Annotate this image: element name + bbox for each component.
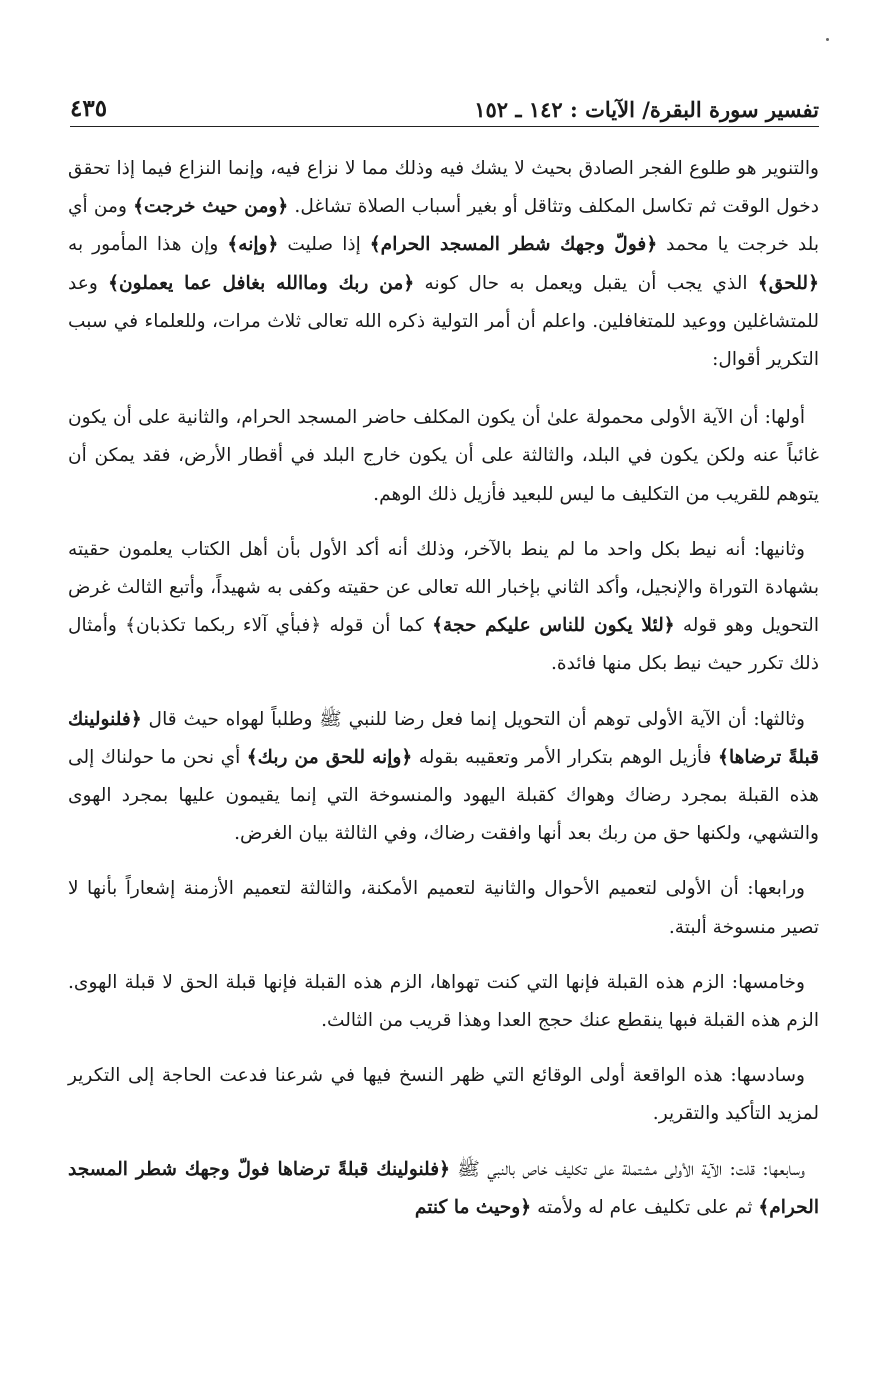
paragraph-sixth-reason <box>68 1057 819 1133</box>
quran-quote: ﴿من ربك وماالله بغافل عما يعملون﴾ <box>108 272 415 294</box>
page-number: ٤٣٥ <box>70 95 108 122</box>
quran-quote: ﴿فولّ وجهك شطر المسجد الحرام﴾ <box>369 234 658 256</box>
text-run: وعد للمتشاغلين ووعيد للمتغافلين. واعلم أن أمر التولية ذكره الله تعالى ثلاث مرات، وللعلماء في سبب التكرير أقوال: <box>68 272 819 371</box>
text-run: إذا صليت <box>278 234 370 256</box>
text-run: ﴿فبأي آلاء ربكما تكذبان﴾ <box>125 615 322 637</box>
speck-mark <box>826 38 829 41</box>
text-run: وإن هذا المأمور به <box>68 234 228 256</box>
text-run: أي نحن ما حولناك إلى هذه القبلة بمجرد رضاك وهواك كقبلة اليهود والمنسوخة التي إنما يقيمون عليها بمجرد الهوى والتشهي، ولكنها حق من ربك بعد أنها وافقت رضاك، وفي الثالثة بيان الغرض. <box>68 746 819 845</box>
quran-quote: ﴿وإنه﴾ <box>227 234 279 256</box>
text-run: كما أن قوله <box>321 615 433 637</box>
quran-quote: ﴿وإنه للحق من ربك﴾ <box>246 746 413 768</box>
text-run: الذي يجب أن يقبل ويعمل به حال كونه <box>414 272 758 294</box>
text-run: وخامسها: الزم هذه القبلة فإنها التي كنت تهواها، الزم هذه القبلة فإنها قبلة الحق لا قبلة الهوى. الزم هذه القبلة فبها ينقطع عنك حجج العدا وهذا قريب من الثالث. <box>68 971 819 1032</box>
text-run: أولها: أن الآية الأولى محمولة علىٰ أن يكون المكلف حاضر المسجد الحرام، والثانية على أن يكون غائباً عنه ولكن يكون في البلد، والثالثة على أن يكون خارج البلد في أقطار الأرض، فقد يمكن أن يتوهم للقريب من التكليف ما ليس للبعيد فأزيل ذلك الوهم. <box>68 407 819 505</box>
paragraph-fourth-reason <box>68 870 819 946</box>
quran-quote: ﴿للحق﴾ <box>757 272 819 294</box>
text-run: ثم على تكليف عام له ولأمته <box>531 1196 759 1218</box>
paragraph-first-reason <box>68 399 819 514</box>
text-run: وثالثها: أن الآية الأولى توهم أن التحويل إنما فعل رضا للنبي ﷺ وطلباً لهواه حيث قال <box>141 708 805 730</box>
paragraph-seventh-reason <box>68 1151 819 1227</box>
text-run: وأمثال ذلك تكرر حيث نيط بكل منها فائدة. <box>68 615 819 675</box>
page-body <box>68 150 819 1244</box>
quran-quote: ﴿لئلا يكون للناس عليكم حجة﴾ <box>432 615 675 637</box>
text-run: ورابعها: أن الأولى لتعميم الأحوال والثانية لتعميم الأمكنة، والثالثة لتعميم الأزمنة إشعاراً بأنها لا تصير منسوخة ألبتة. <box>68 878 819 938</box>
quran-quote: ﴿فلنولينك قبلةً ترضاها فولّ وجهك شطر المسجد الحرام﴾ <box>68 1158 819 1218</box>
paragraph-fifth-reason <box>68 964 819 1040</box>
text-run: وسادسها: هذه الواقعة أولى الوقائع التي ظهر النسخ فيها في شرعنا فدعت الحاجة إلى التكرير لمزيد التأكيد والتقرير. <box>68 1065 819 1125</box>
text-run: والتنوير هو طلوع الفجر الصادق بحيث لا يشك فيه وذلك مما لا نزاع فيه، وإنما النزاع فيما إذا تحقق دخول الوقت ثم تكاسل المكلف وتثاقل أو بغير أسباب الصلاة تشاغل. <box>68 158 819 218</box>
running-title: تفسير سورة البقرة/ الآيات : ١٤٢ ـ ١٥٢ <box>474 97 819 122</box>
text-run: وثانيها: أنه نيط بكل واحد ما لم ينط بالآخر، وذلك أنه أكد الأول بأن أهل الكتاب يعلمون حقيته بشهادة التوراة والإنجيل، وأكد الثاني بإخبار الله تعالى عن حقيته وكفى به شهيداً، وأتبع الثالث غرض التحويل وهو قوله <box>68 538 819 637</box>
text-run: فأزيل الوهم بتكرار الأمر وتعقيبه بقوله <box>412 746 719 768</box>
text-run: ومن أي بلد خرجت يا محمد <box>68 196 820 256</box>
paragraph-second-reason <box>68 531 819 684</box>
paragraph-intro <box>68 150 819 379</box>
paragraph-third-reason <box>68 701 819 854</box>
quran-quote: ﴿ومن حيث خرجت﴾ <box>133 196 289 218</box>
quran-quote: ﴿وحيث ما كنتم <box>414 1196 532 1218</box>
text-run: وسابعها: قلت: الآية الأولى مشتملة على تكليف خاص بالنبي ﷺ <box>450 1158 805 1180</box>
quran-quote: ﴿فلنولينك قبلةً ترضاها﴾ <box>68 708 819 768</box>
running-header <box>70 82 819 127</box>
